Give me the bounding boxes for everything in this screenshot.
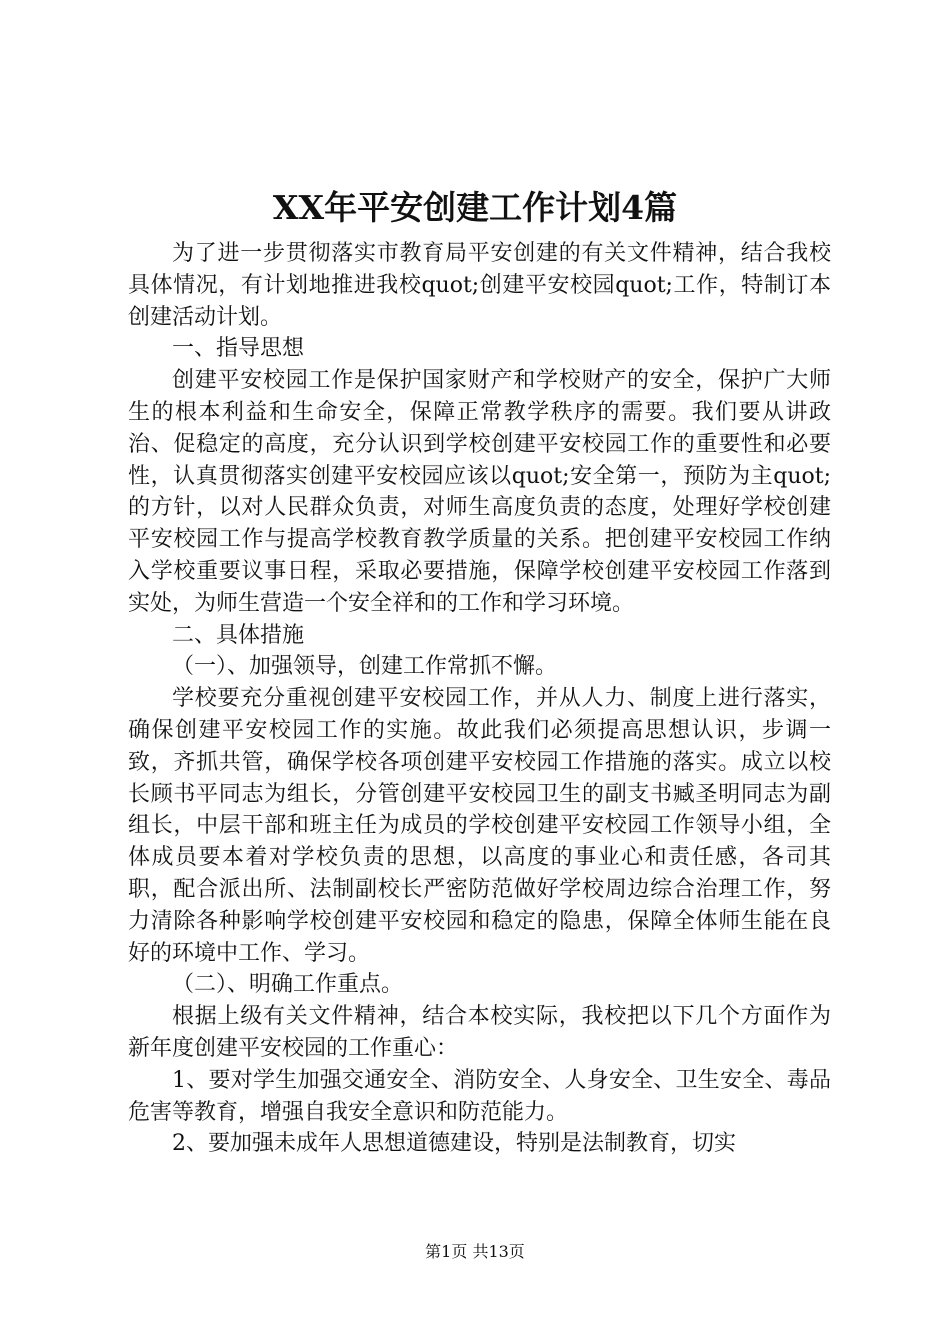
list-item-1: 1、要对学生加强交通安全、消防安全、人身安全、卫生安全、毒品危害等教育，增强自我安全意识和防范能力。 <box>128 1067 831 1125</box>
leadership-paragraph: 学校要充分重视创建平安校园工作，并从人力、制度上进行落实，确保创建平安校园工作的实施。故此我们必须提高思想认识，步调一致，齐抓共管，确保学校各项创建平安校园工作措施的落实。成立以校长顾书平同志为组长，分管创建平安校园卫生的副支书臧圣明同志为副组长，中层干部和班主任为成员的学校创建平安校园工作领导小组，全体成员要本着对学校负责的思想，以高度的事业心和责任感，各司其职，配合派出所、法制副校长严密防范做好学校周边综合治理工作，努力清除各种影响学校创建平安校园和稳定的隐患，保障全体师生能在良好的环境中工作、学习。 <box>128 686 831 966</box>
intro-paragraph: 为了进一步贯彻落实市教育局平安创建的有关文件精神，结合我校具体情况，有计划地推进我校quot;创建平安校园quot;工作，特制订本创建活动计划。 <box>128 241 831 330</box>
section-heading-specific-measures: 二、具体措施 <box>172 622 305 648</box>
guiding-ideology-paragraph: 创建平安校园工作是保护国家财产和学校财产的安全，保护广大师生的根本利益和生命安全，保障正常教学秩序的需要。我们要从讲政治、促稳定的高度，充分认识到学校创建平安校园工作的重要性和必要性，认真贯彻落实创建平安校园应该以quot;安全第一，预防为主quot;的方针，以对人民群众负责，对师生高度负责的态度，处理好学校创建平安校园工作与提高学校教育教学质量的关系。把创建平安校园工作纳入学校重要议事日程，采取必要措施，保障学校创建平安校园工作落到实处，为师生营造一个安全祥和的工作和学习环境。 <box>128 368 831 616</box>
document-title: XX年平安创建工作计划4篇 <box>272 188 678 227</box>
work-focus-paragraph: 根据上级有关文件精神，结合本校实际，我校把以下几个方面作为新年度创建平安校园的工作重心： <box>128 1004 831 1061</box>
subsection-heading-work-focus: （二）、明确工作重点。 <box>172 972 404 998</box>
section-heading-guiding-ideology: 一、指导思想 <box>172 336 305 362</box>
subsection-heading-leadership: （一）、加强领导，创建工作常抓不懈。 <box>172 654 558 680</box>
page-footer: 第1页 共13页 <box>425 1242 525 1261</box>
list-item-2: 2、要加强未成年人思想道德建设，特别是法制教育，切实 <box>172 1131 736 1157</box>
document-body <box>128 238 831 1160</box>
